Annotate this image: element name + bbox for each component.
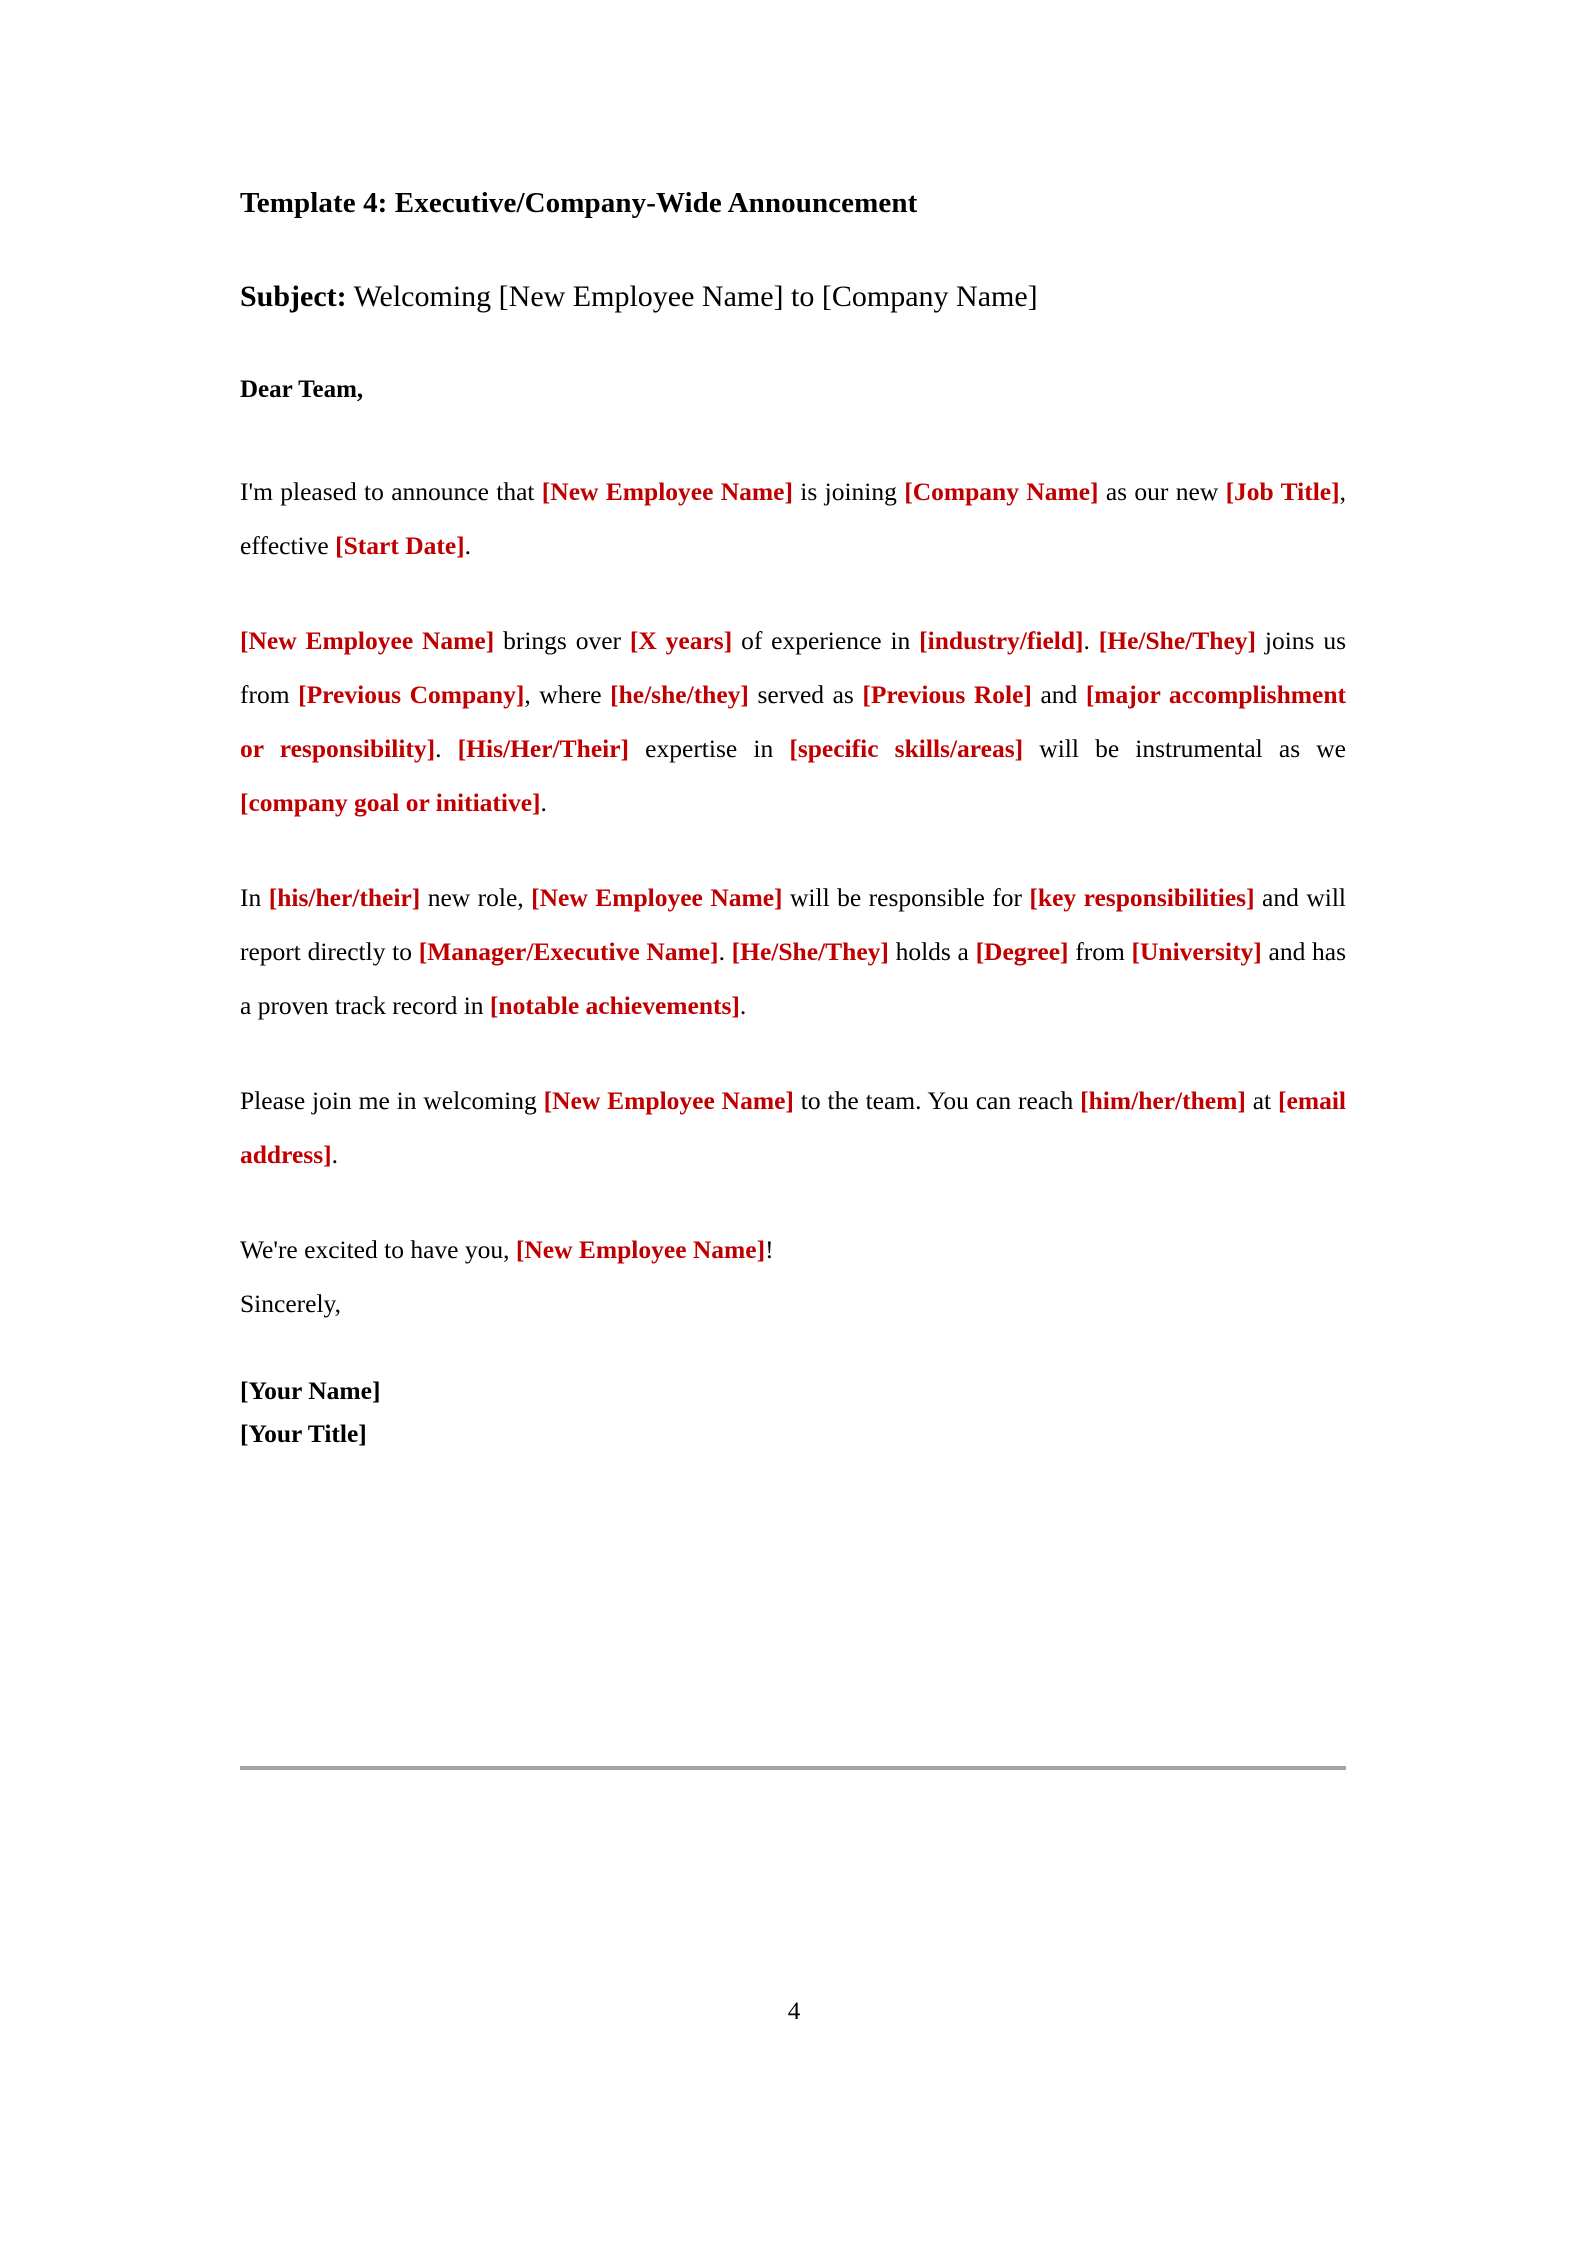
page-title: Template 4: Executive/Company-Wide Announcement [240,187,918,219]
text-run: new role, [420,882,532,912]
placeholder-manager-name: [Manager/Executive Name] [418,936,719,966]
page-number: 4 [787,1998,801,2025]
placeholder-new-employee-name: [New Employee Name] [240,625,495,655]
text-run: expertise in [629,733,790,763]
placeholder-key-responsibilities: [key responsibilities] [1029,882,1255,912]
salutation: Dear Team, [240,376,364,404]
text-run: , effective [240,476,1346,560]
paragraph-welcome [240,1074,1346,1182]
text-run: Please join me in welcoming [240,1085,544,1115]
placeholder-previous-role: [Previous Role] [862,679,1032,709]
placeholder-job-title: [Job Title] [1225,476,1340,506]
signoff: Sincerely, [240,1288,342,1318]
text-run: joins us from [240,625,1347,709]
placeholder-new-employee-name: [New Employee Name] [531,882,783,912]
placeholder-his-her-their-lower: [his/her/their] [268,882,421,912]
placeholder-he-she-they-lower: [he/she/they] [610,679,749,709]
signature-block [240,1373,1346,1453]
placeholder-previous-company: [Previous Company] [298,679,525,709]
text-run: In [240,882,269,912]
text-run: will be instrumental as we [1023,733,1347,763]
signature-title: [Your Title] [240,1418,367,1448]
placeholder-him-her-them: [him/her/them] [1080,1085,1246,1115]
placeholder-email-address: [email address] [240,1085,1347,1169]
placeholder-he-she-they: [He/She/They] [731,936,889,966]
text-run: I'm pleased to announce that [240,476,542,506]
paragraph-role [240,871,1346,1033]
text-run: holds a [888,936,976,966]
text-run: and has a proven track record in [240,936,1347,1020]
paragraph-background [240,614,1346,830]
placeholder-he-she-they: [He/She/They] [1098,625,1257,655]
placeholder-company-goal: [company goal or initiative] [240,787,541,817]
horizontal-rule [240,1766,1346,1770]
text-run: . [464,530,472,560]
placeholder-start-date: [Start Date] [335,530,465,560]
placeholder-university: [University] [1131,936,1262,966]
paragraph-announcement [240,465,1346,573]
document-body [240,185,1346,1459]
paragraph-excited [240,1223,1346,1277]
text-run: We're excited to have you, [240,1234,516,1264]
placeholder-new-employee-name: [New Employee Name] [515,1234,766,1264]
placeholder-company-name: [Company Name] [904,476,1099,506]
text-run: . [331,1139,339,1169]
text-run: of experience in [732,625,920,655]
text-run: as our new [1098,476,1226,506]
placeholder-x-years: [X years] [629,625,733,655]
text-run: at [1245,1085,1279,1115]
text-run: brings over [494,625,630,655]
text-run: from [1068,936,1132,966]
text-run: . [1083,625,1099,655]
placeholder-his-her-their: [His/Her/Their] [457,733,630,763]
text-run: and [1031,679,1086,709]
subject-text: Welcoming [New Employee Name] to [Company Name] [346,280,1038,314]
text-run: , where [524,679,611,709]
placeholder-new-employee-name: [New Employee Name] [543,1085,794,1115]
text-run: will be responsible for [782,882,1030,912]
signature-name: [Your Name] [240,1375,381,1405]
placeholder-specific-skills: [specific skills/areas] [789,733,1024,763]
text-run: and will report directly to [240,882,1346,966]
text-run: . [739,990,747,1020]
text-run: ! [765,1234,774,1264]
subject-label: Subject: [240,280,347,314]
text-run: served as [748,679,863,709]
text-run: . [540,787,547,817]
placeholder-new-employee-name: [New Employee Name] [541,476,793,506]
text-run: . [435,733,458,763]
placeholder-degree: [Degree] [975,936,1069,966]
text-run: . [718,936,732,966]
placeholder-notable-achievements: [notable achievements] [489,990,740,1020]
subject-line [240,277,1346,316]
text-run: to the team. You can reach [793,1085,1081,1115]
placeholder-major-accomplishment: [major accomplishment or responsibility] [240,679,1347,763]
placeholder-industry-field: [industry/field] [919,625,1084,655]
text-run: is joining [792,476,905,506]
